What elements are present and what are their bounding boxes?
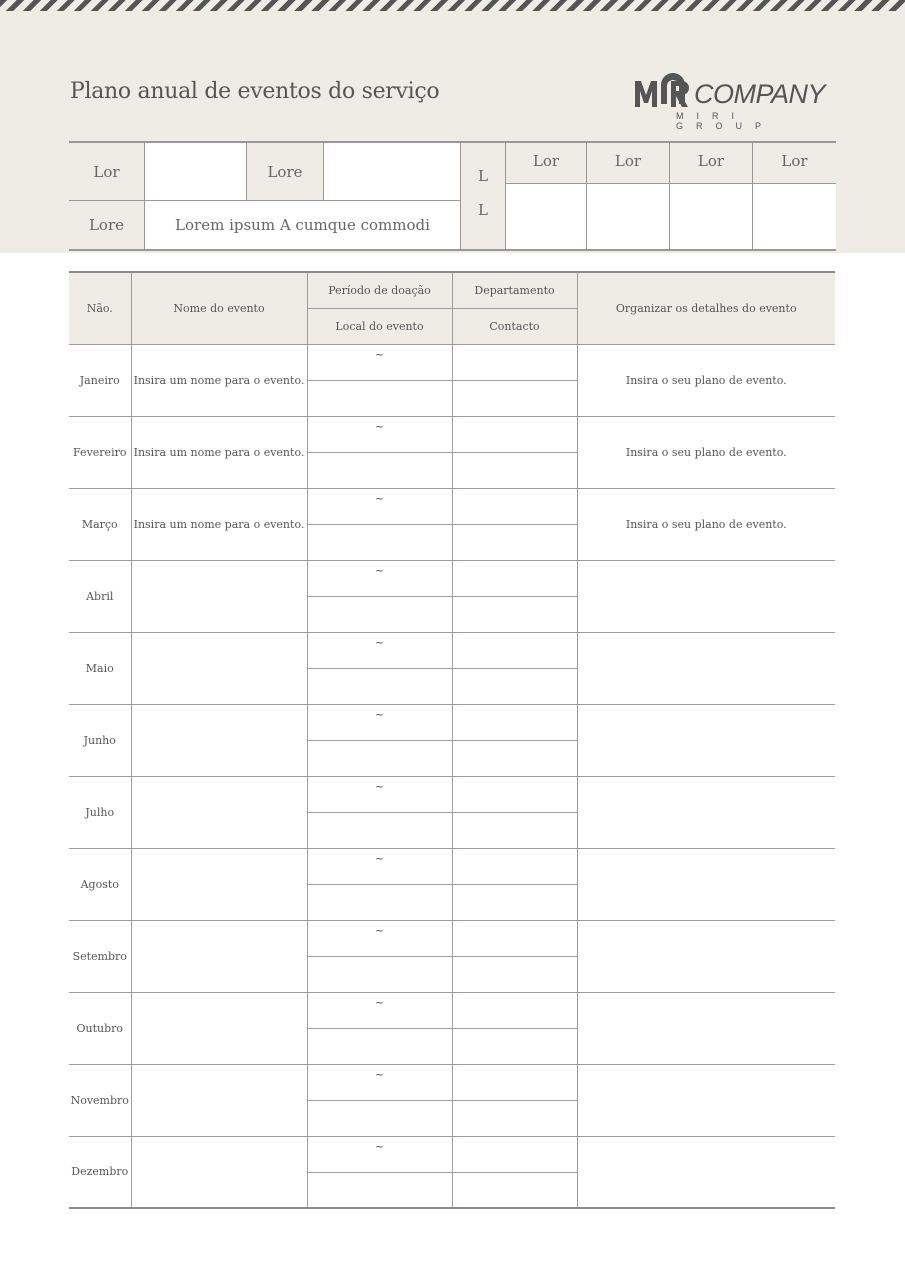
table-row: [69, 416, 835, 452]
details-cell[interactable]: Insira o seu plano de evento.: [577, 488, 835, 560]
table-row: [69, 920, 835, 956]
contact-cell[interactable]: [452, 1100, 577, 1136]
col-period: Período de doação: [307, 272, 452, 308]
period-cell[interactable]: [307, 632, 452, 668]
period-separator: ~: [374, 707, 385, 721]
event-name-cell[interactable]: [131, 920, 307, 992]
department-cell[interactable]: [452, 416, 577, 452]
venue-cell[interactable]: [307, 668, 452, 704]
details-cell[interactable]: [577, 848, 835, 920]
company-logo: [634, 70, 839, 131]
striped-border: [0, 0, 905, 11]
details-cell[interactable]: [577, 704, 835, 776]
contact-cell[interactable]: [452, 1028, 577, 1064]
venue-cell[interactable]: [307, 1028, 452, 1064]
period-cell[interactable]: [307, 704, 452, 740]
col-no: Não.: [69, 272, 131, 344]
month-cell: Março: [69, 488, 131, 560]
period-cell[interactable]: [307, 992, 452, 1028]
table-row: [69, 632, 835, 668]
event-name-cell[interactable]: Insira um nome para o evento.: [131, 344, 307, 416]
header-label-2: Lore: [267, 162, 303, 181]
period-cell[interactable]: [307, 1136, 452, 1172]
venue-cell[interactable]: [307, 452, 452, 488]
department-cell[interactable]: [452, 992, 577, 1028]
venue-cell[interactable]: [307, 380, 452, 416]
venue-cell[interactable]: [307, 1172, 452, 1208]
side-letter-2: L: [478, 201, 488, 219]
details-cell[interactable]: Insira o seu plano de evento.: [577, 416, 835, 488]
venue-cell[interactable]: [307, 956, 452, 992]
month-cell: Novembro: [69, 1064, 131, 1136]
details-cell[interactable]: [577, 1136, 835, 1208]
department-cell[interactable]: [452, 632, 577, 668]
department-cell[interactable]: [452, 920, 577, 956]
period-separator: ~: [374, 491, 385, 505]
period-separator: ~: [374, 779, 385, 793]
table-header-row: [69, 272, 835, 308]
event-name-cell[interactable]: [131, 1064, 307, 1136]
department-cell[interactable]: [452, 1064, 577, 1100]
events-table: [69, 271, 835, 1209]
venue-cell[interactable]: [307, 812, 452, 848]
contact-cell[interactable]: [452, 596, 577, 632]
event-name-cell[interactable]: [131, 848, 307, 920]
venue-cell[interactable]: [307, 524, 452, 560]
table-row: [69, 560, 835, 596]
contact-cell[interactable]: [452, 1172, 577, 1208]
period-cell[interactable]: [307, 1064, 452, 1100]
period-cell[interactable]: [307, 488, 452, 524]
month-cell: Outubro: [69, 992, 131, 1064]
table-row: [69, 344, 835, 380]
details-cell[interactable]: [577, 992, 835, 1064]
event-name-cell[interactable]: [131, 1136, 307, 1208]
col-venue: Local do evento: [307, 308, 452, 344]
contact-cell[interactable]: [452, 524, 577, 560]
contact-cell[interactable]: [452, 380, 577, 416]
venue-cell[interactable]: [307, 740, 452, 776]
period-cell[interactable]: [307, 344, 452, 380]
event-name-cell[interactable]: [131, 704, 307, 776]
side-letter-1: L: [478, 167, 488, 185]
table-row: [69, 776, 835, 812]
details-cell[interactable]: Insira o seu plano de evento.: [577, 344, 835, 416]
contact-cell[interactable]: [452, 668, 577, 704]
event-name-cell[interactable]: [131, 560, 307, 632]
col-contact: Contacto: [452, 308, 577, 344]
month-cell: Julho: [69, 776, 131, 848]
month-cell: Setembro: [69, 920, 131, 992]
venue-cell[interactable]: [307, 1100, 452, 1136]
approval-label-1: Lor: [532, 152, 560, 170]
header-label-3: Lore: [88, 216, 125, 234]
logo-letters-icon: [634, 79, 694, 109]
period-cell[interactable]: [307, 920, 452, 956]
period-cell[interactable]: [307, 416, 452, 452]
month-cell: Junho: [69, 704, 131, 776]
period-cell[interactable]: [307, 848, 452, 884]
month-cell: Fevereiro: [69, 416, 131, 488]
table-row: [69, 1064, 835, 1100]
department-cell[interactable]: [452, 704, 577, 740]
approval-label-2: Lor: [614, 152, 642, 170]
department-cell[interactable]: [452, 488, 577, 524]
department-cell[interactable]: [452, 776, 577, 812]
details-cell[interactable]: [577, 560, 835, 632]
period-cell[interactable]: [307, 560, 452, 596]
contact-cell[interactable]: [452, 452, 577, 488]
header-info-box: [69, 141, 836, 251]
period-cell[interactable]: [307, 776, 452, 812]
approval-label-3: Lor: [697, 152, 725, 170]
event-name-cell[interactable]: Insira um nome para o evento.: [131, 416, 307, 488]
venue-cell[interactable]: [307, 596, 452, 632]
header-value-field[interactable]: Lorem ipsum A cumque commodi: [175, 216, 430, 234]
col-event-name: Nome do evento: [131, 272, 307, 344]
table-row: [69, 488, 835, 524]
month-cell: Abril: [69, 560, 131, 632]
details-cell[interactable]: [577, 920, 835, 992]
period-separator: ~: [374, 419, 385, 433]
details-cell[interactable]: [577, 1064, 835, 1136]
month-cell: Maio: [69, 632, 131, 704]
header-label-1: Lor: [93, 162, 120, 181]
department-cell[interactable]: [452, 344, 577, 380]
approval-label-4: Lor: [781, 152, 808, 170]
event-name-cell[interactable]: [131, 632, 307, 704]
period-separator: ~: [374, 995, 385, 1009]
department-cell[interactable]: [452, 560, 577, 596]
table-row: [69, 704, 835, 740]
month-cell: Dezembro: [69, 1136, 131, 1208]
period-separator: ~: [374, 1067, 385, 1081]
col-details: Organizar os detalhes do evento: [577, 272, 835, 344]
table-row: [69, 992, 835, 1028]
contact-cell[interactable]: [452, 956, 577, 992]
event-name-cell[interactable]: [131, 992, 307, 1064]
period-separator: ~: [374, 347, 385, 361]
department-cell[interactable]: [452, 848, 577, 884]
venue-cell[interactable]: [307, 884, 452, 920]
col-department: Departamento: [452, 272, 577, 308]
page-title: Plano anual de eventos do serviço: [70, 79, 440, 104]
details-cell[interactable]: [577, 632, 835, 704]
event-name-cell[interactable]: [131, 776, 307, 848]
period-separator: ~: [374, 563, 385, 577]
contact-cell[interactable]: [452, 884, 577, 920]
month-cell: Janeiro: [69, 344, 131, 416]
table-row: [69, 848, 835, 884]
logo-word: COMPANY: [694, 79, 826, 109]
period-separator: ~: [374, 635, 385, 649]
period-separator: ~: [374, 923, 385, 937]
logo-subtitle: MIRI GROUP: [676, 111, 775, 131]
contact-cell[interactable]: [452, 812, 577, 848]
table-row: [69, 1136, 835, 1172]
event-name-cell[interactable]: Insira um nome para o evento.: [131, 488, 307, 560]
details-cell[interactable]: [577, 776, 835, 848]
contact-cell[interactable]: [452, 740, 577, 776]
month-cell: Agosto: [69, 848, 131, 920]
period-separator: ~: [374, 851, 385, 865]
period-separator: ~: [374, 1139, 385, 1153]
department-cell[interactable]: [452, 1136, 577, 1172]
